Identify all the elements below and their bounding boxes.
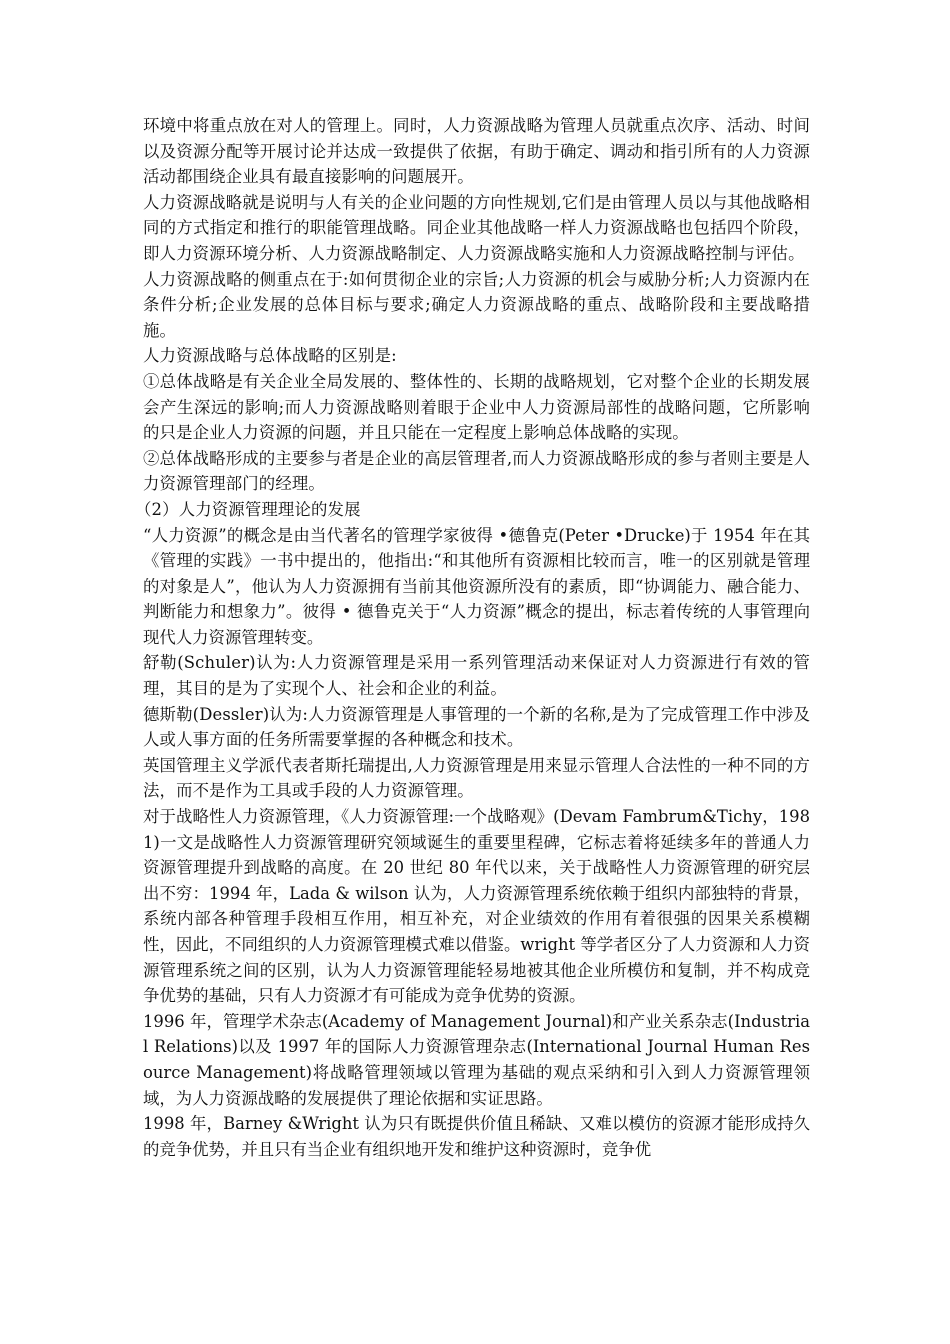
paragraph-schuler-view: 舒勒(Schuler)认为:人力资源管理是采用一系列管理活动来保证对人力资源进行有效的管理，其目的是为了实现个人、社会和企业的利益。 — [143, 653, 810, 699]
paragraph-strategy-difference-heading: 人力资源战略与总体战略的区别是: — [143, 346, 397, 366]
paragraph-hr-strategy-intro: 环境中将重点放在对人的管理上。同时，人力资源战略为管理人员就重点次序、活动、时间以及资源分配等开展讨论并达成一致提供了依据，有助于确定、调动和指引所有的人力资源活动都围绕企业具有最直接影响的问题展开。 — [143, 116, 810, 187]
paragraph-difference-point-1: ①总体战略是有关企业全局发展的、整体性的、长期的战略规划，它对整个企业的长期发展会产生深远的影响;而人力资源战略则着眼于企业中人力资源局部性的战略问题，它所影响的只是企业人力资源的问题，并且只能在一定程度上影响总体战略的实现。 — [143, 371, 810, 443]
paragraph-strategic-hrm-research: 对于战略性人力资源管理，《人力资源管理:一个战略观》(Devam Fambrum&Tichy，1981)一文是战略性人力资源管理研究领域诞生的重要里程碑，它标志着将延续多年的普通人力资源管理提升到战略的高度。在 20 世纪 80 年代以来，关于战略性人力资源管理的研究层出不穷：1994 年，Lada & wilson 认为，人力资源管理系统依赖于组织内部独特的背景，系统内部各种管理手段相互作用，相互补充，对企业绩效的作用有着很强的因果关系模糊性，因此，不同组织的人力资源管理模式难以借鉴。wright 等学者区分了人力资源和人力资源管理系统之间的区别，认为人力资源管理能轻易地被其他企业所模仿和复制，并不构成竞争优势的基础，只有人力资源才有可能成为竞争优势的资源。 — [143, 807, 810, 1006]
paragraph-difference-point-2: ②总体战略形成的主要参与者是企业的高层管理者,而人力资源战略形成的参与者则主要是人力资源管理部门的经理。 — [143, 448, 810, 494]
paragraph-drucker-concept: “人力资源”的概念是由当代著名的管理学家彼得 •德鲁克(Peter •Drucke)于 1954 年在其《管理的实践》一书中提出的，他指出:“和其他所有资源相比较而言，唯一的区别就是管理的对象是人”，他认为人力资源拥有当前其他资源所没有的素质，即“协调能力、融合能力、判断能力和想象力”。彼得 • 德鲁克关于“人力资源”概念的提出，标志着传统的人事管理向现代人力资源管理转变。 — [143, 525, 810, 647]
paragraph-journals-1996: 1996 年，管理学术杂志(Academy of Management Journal)和产业关系杂志(Industrial Relations)以及 1997 年的国际人力资源管理杂志(International Journal Human Resource Management)将战略管理领域以管理为基础的观点采纳和引入到人力资源管理领域，为人力资源战略的发展提供了理论依据和实证思路。 — [143, 1011, 810, 1108]
paragraph-storey-view: 英国管理主义学派代表者斯托瑞提出,人力资源管理是用来显示管理人合法性的一种不同的方法，而不是作为工具或手段的人力资源管理。 — [143, 755, 810, 801]
paragraph-hr-strategy-definition: 人力资源战略就是说明与人有关的企业问题的方向性规划,它们是由管理人员以与其他战略相同的方式指定和推行的职能管理战略。同企业其他战略一样人力资源战略也包括四个阶段，即人力资源环境分析、人力资源战略制定、人力资源战略实施和人力资源战略控制与评估。 — [143, 192, 810, 263]
section-heading-hr-theory-development: （2）人力资源管理理论的发展 — [135, 499, 361, 519]
paragraph-hr-strategy-focus: 人力资源战略的侧重点在于:如何贯彻企业的宗旨;人力资源的机会与威胁分析;人力资源内在条件分析;企业发展的总体目标与要求;确定人力资源战略的重点、战略阶段和主要战略措施。 — [143, 269, 810, 340]
paragraph-barney-wright-1998: 1998 年，Barney &Wright 认为只有既提供价值且稀缺、又难以模仿的资源才能形成持久的竞争优势，并且只有当企业有组织地开发和维护这种资源时，竞争优 — [143, 1114, 810, 1159]
document-body — [135, 113, 810, 1162]
paragraph-dessler-view: 德斯勒(Dessler)认为:人力资源管理是人事管理的一个新的名称,是为了完成管理工作中涉及人或人事方面的任务所需要掌握的各种概念和技术。 — [143, 704, 810, 750]
